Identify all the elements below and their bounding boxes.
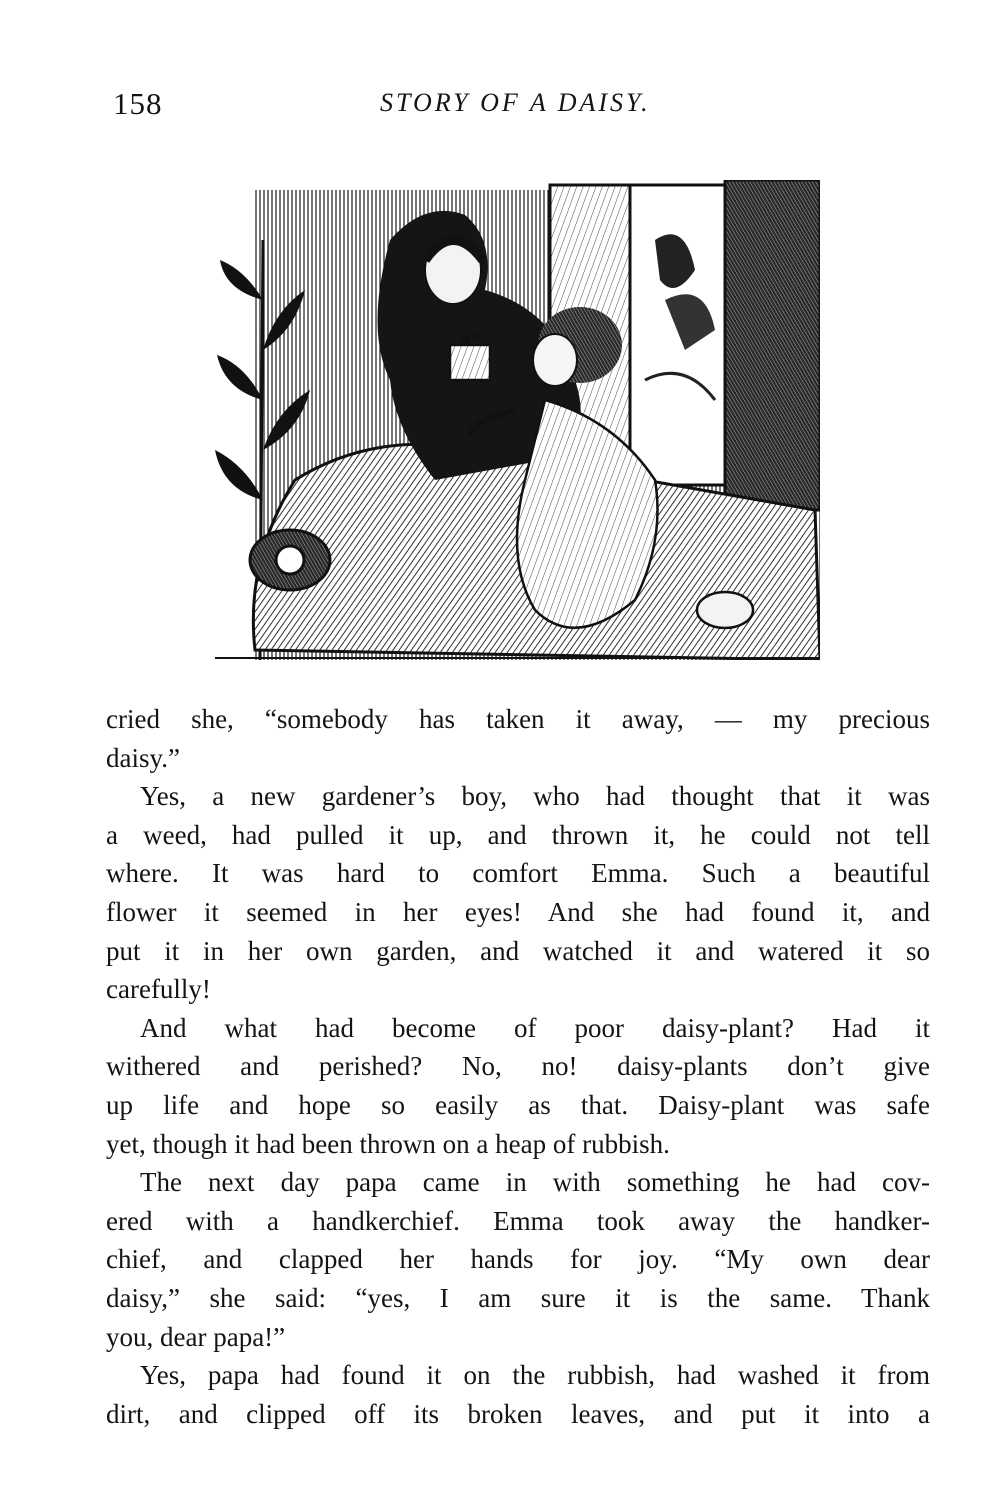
body-text xyxy=(106,700,930,1433)
text-line: where. It was hard to comfort Emma. Such a beautiful xyxy=(106,858,930,889)
text-line: put it in her own garden, and watched it and watered it so xyxy=(106,935,930,966)
text-line: The next day papa came in with something he had cov- xyxy=(140,1167,930,1198)
text-line: a weed, had pulled it up, and thrown it, he could not tell xyxy=(106,819,930,850)
text-line: yet, though it had been thrown on a heap of rubbish. xyxy=(106,1128,670,1159)
text-line: Yes, papa had found it on the rubbish, had washed it from xyxy=(140,1360,930,1391)
text-line: carefully! xyxy=(106,974,211,1005)
text-line: Yes, a new gardener’s boy, who had thought that it was xyxy=(140,781,930,812)
page-number: 158 xyxy=(113,86,163,121)
text-line: up life and hope so easily as that. Daisy-plant was safe xyxy=(106,1089,930,1120)
text-line: And what had become of poor daisy-plant? Had it xyxy=(140,1012,930,1043)
text-line: dirt, and clipped off its broken leaves, and put it into a xyxy=(106,1398,930,1429)
text-line: you, dear papa!” xyxy=(106,1321,286,1352)
running-title: STORY OF A DAISY. xyxy=(380,88,651,117)
text-line: daisy,” she said: “yes, I am sure it is the same. Thank xyxy=(106,1282,930,1313)
text-line: ered with a handkerchief. Emma took away the handker- xyxy=(106,1205,930,1236)
text-line: daisy.” xyxy=(106,742,180,773)
text-line: chief, and clapped her hands for joy. “My own dear xyxy=(106,1244,930,1275)
text-line: cried she, “somebody has taken it away, — my precious xyxy=(106,704,930,734)
engraving-illustration-icon xyxy=(215,180,820,660)
text-line: flower it seemed in her eyes! And she had found it, and xyxy=(106,896,930,927)
text-line: withered and perished? No, no! daisy-plants don’t give xyxy=(106,1051,930,1082)
